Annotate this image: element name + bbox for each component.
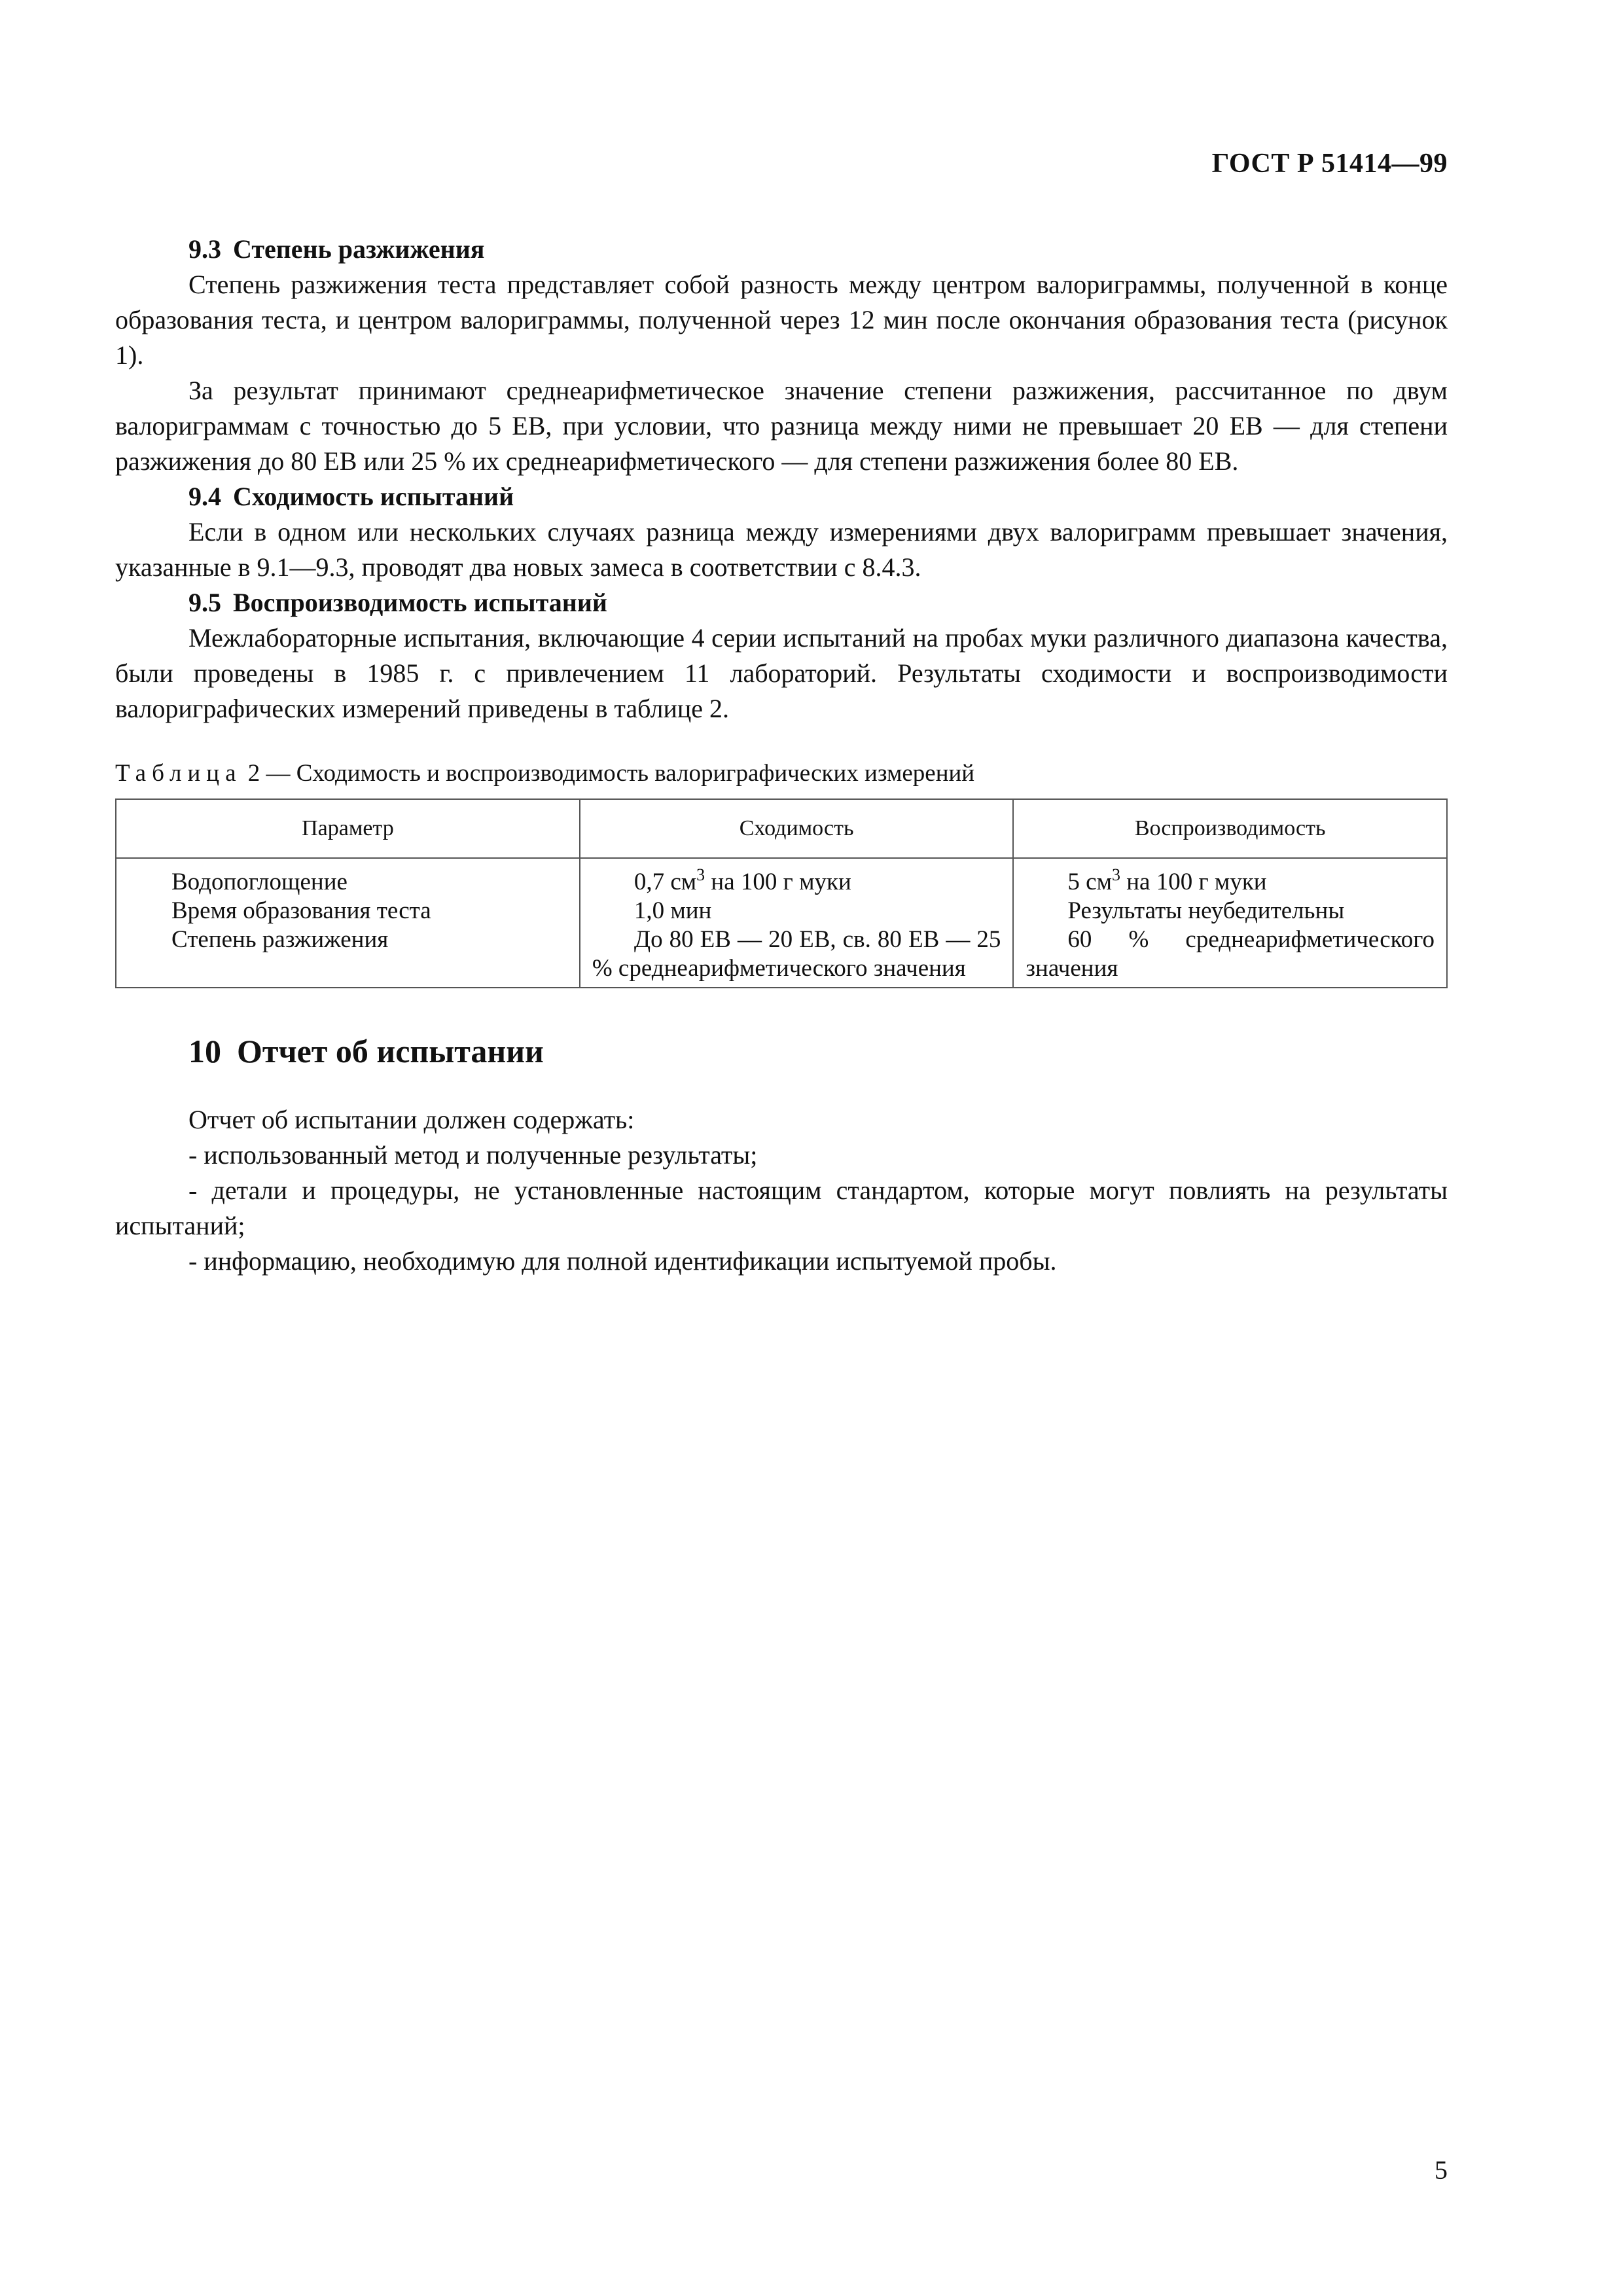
cell-text: 5 см <box>1067 869 1112 895</box>
document-id-header: ГОСТ Р 51414—99 <box>1211 149 1448 179</box>
column-header: Воспроизводимость <box>1013 799 1447 858</box>
list-item: - информацию, необходимую для полной идентификации испытуемой пробы. <box>188 1246 1057 1276</box>
section-title: Воспроизводимость испытаний <box>233 588 607 617</box>
paragraph: Степень разжижения теста представляет собой разность между центром валориграммы, полученной в конце образования теста, и центром валориграммы, полученной через 12 мин после окончания образования теста (рисунок 1). <box>115 270 1448 370</box>
table-row <box>116 897 1447 925</box>
column-header: Сходимость <box>580 799 1014 858</box>
table-cell <box>580 858 1014 897</box>
section-number: 9.3 <box>188 234 221 264</box>
page-content <box>115 232 1448 1279</box>
table-cell <box>1013 858 1447 897</box>
cell-superscript: 3 <box>696 865 705 884</box>
table-cell: Водопоглощение <box>116 858 580 897</box>
paragraph: За результат принимают среднеарифметическое значение степени разжижения, рассчитанное по двум валориграммам с точностью до 5 ЕВ, при условии, что разница между ними не превышает 20 ЕВ — для степени разжижения до 80 ЕВ или 25 % их среднеарифметического — для степени разжижения более 80 ЕВ. <box>115 376 1448 476</box>
page-number: 5 <box>1435 2155 1448 2185</box>
section-10-heading <box>115 1030 1448 1072</box>
list-item: - детали и процедуры, не установленные настоящим стандартом, которые могут повлиять на результаты испытаний; <box>115 1175 1448 1240</box>
cell-superscript: 3 <box>1112 865 1120 884</box>
table-cell <box>1013 897 1447 925</box>
table-cell <box>580 897 1014 925</box>
table-caption-text: 2 — Сходимость и воспроизводимость валориграфических измерений <box>247 760 975 787</box>
section-9-5-heading <box>115 585 1448 620</box>
table-cell: Степень разжижения <box>116 925 580 988</box>
section-title: Отчет об испытании <box>237 1033 544 1069</box>
list-item: - использованный метод и полученные результаты; <box>188 1140 758 1170</box>
cell-text: на 100 г муки <box>705 869 851 895</box>
data-table <box>115 798 1448 988</box>
table-caption <box>115 758 1448 789</box>
section-title: Степень разжижения <box>233 234 485 264</box>
cell-text: До 80 ЕВ — 20 ЕВ, св. 80 ЕВ — 25 % среднеарифметического значения <box>592 926 1001 982</box>
table-cell <box>580 925 1014 988</box>
paragraph: Отчет об испытании должен содержать: <box>188 1105 635 1134</box>
table-cell <box>1013 925 1447 988</box>
table-caption-word: Таблица <box>115 760 242 787</box>
section-9-4-heading <box>115 479 1448 514</box>
cell-text: Результаты неубедительны <box>1067 897 1345 924</box>
section-title: Сходимость испытаний <box>233 482 514 511</box>
table-row <box>116 858 1447 897</box>
paragraph: Межлабораторные испытания, включающие 4 серии испытаний на пробах муки различного диапазона качества, были проведены в 1985 г. с привлечением 11 лабораторий. Результаты сходимости и воспроизводимости валориграфических измерений приведены в таблице 2. <box>115 623 1448 723</box>
column-header: Параметр <box>116 799 580 858</box>
section-number: 9.5 <box>188 588 221 617</box>
section-number: 9.4 <box>188 482 221 511</box>
cell-text: на 100 г муки <box>1120 869 1267 895</box>
section-number: 10 <box>188 1033 221 1069</box>
table-header-row <box>116 799 1447 858</box>
cell-text: 0,7 см <box>633 869 697 895</box>
paragraph: Если в одном или нескольких случаях разница между измерениями двух валориграмм превышает значения, указанные в 9.1—9.3, проводят два новых замеса в соответствии с 8.4.3. <box>115 517 1448 582</box>
section-9-3-heading <box>115 232 1448 267</box>
cell-text: 60 % среднеарифметического значения <box>1026 926 1435 982</box>
table-row <box>116 925 1447 988</box>
table-cell: Время образования теста <box>116 897 580 925</box>
cell-text: 1,0 мин <box>633 897 712 924</box>
